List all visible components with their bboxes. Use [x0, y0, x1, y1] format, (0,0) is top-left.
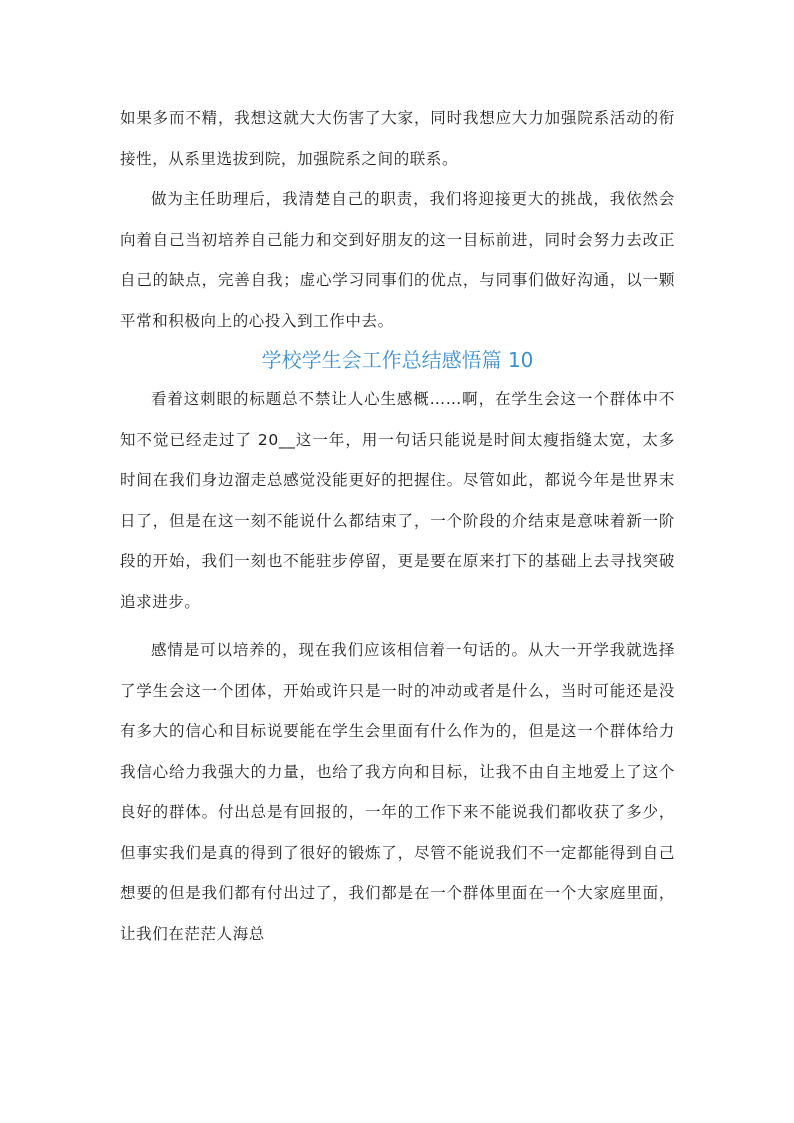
paragraph-feelings: 感情是可以培养的，现在我们应该相信着一句话的。从大一开学我就选择了学生会这一个团体，开始或许只是一时的冲动或者是什么，当时可能还是没有多大的信心和目标说要能在学生会里面有什么作为的，但是这一个群体给力我信心给力我强大的力量，也给了我方向和目标，让我不由自主地爱上了这个良好的群体。付出总是有回报的，一年的工作下来不能说我们都收获了多少，但事实我们是真的得到了很好的锻炼了，尽管不能说我们不一定都能得到自己想要的但是我们都有付出过了，我们都是在一个群体里面在一个大家庭里面，让我们在茫茫人海总 — [120, 641, 675, 943]
document-body — [120, 98, 675, 954]
paragraph-college-linkage: 如果多而不精，我想这就大大伤害了大家，同时我想应大力加强院系活动的衔接性，从系里选拔到院，加强院系之间的联系。 — [120, 109, 675, 168]
section-heading: 学校学生会工作总结感悟篇 10 — [261, 348, 534, 372]
paragraph-assistant-duties: 做为主任助理后，我清楚自己的职责，我们将迎接更大的挑战，我依然会向着自己当初培养自己能力和交到好朋友的这一目标前进，同时会努力去改正自己的缺点，完善自我；虚心学习同事们的优点，与同事们做好沟通，以一颗平常和积极向上的心投入到工作中去。 — [120, 190, 675, 330]
paragraph-year-reflection: 看着这刺眼的标题总不禁让人心生感概……啊，在学生会这一个群体中不知不觉已经走过了 20__这一年，用一句话只能说是时间太瘦指缝太宽，太多时间在我们身边溜走总感觉没能更好的把握住。尽管如此，都说今年是世界末日了，但是在这一刻不能说什么都结束了，一个阶段的介结束是意味着新一阶段的开始，我们一刻也不能驻步停留，更是要在原来打下的基础上去寻找突破追求进步。 — [120, 390, 675, 611]
